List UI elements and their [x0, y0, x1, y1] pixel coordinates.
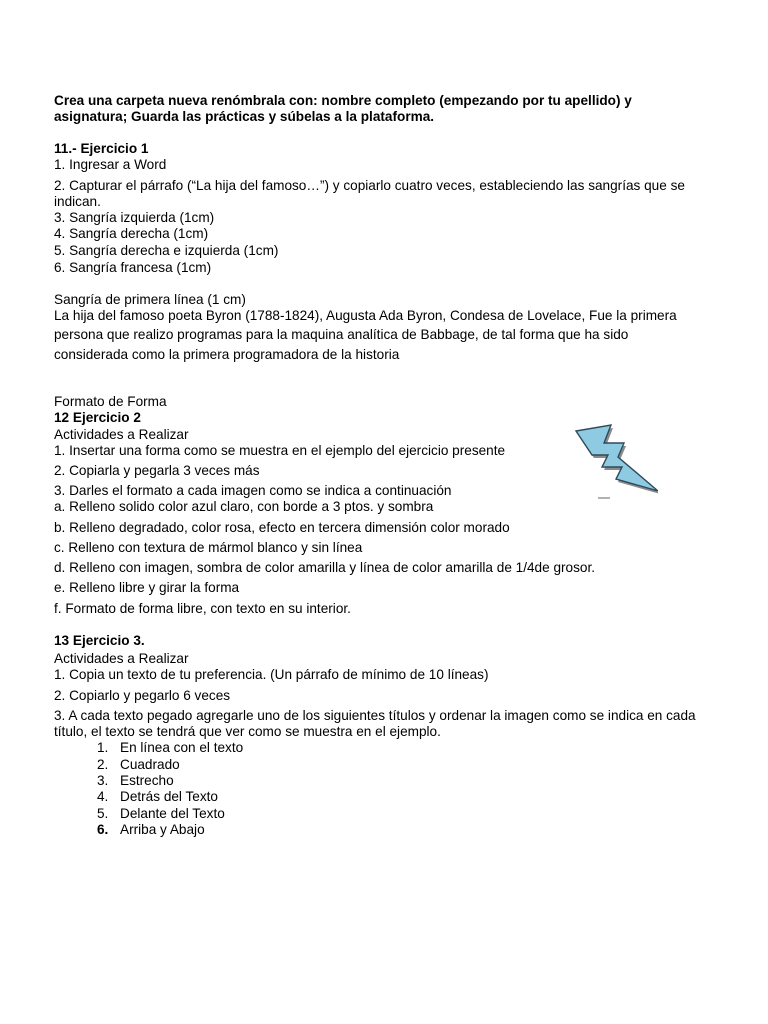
ex2-step: 1. Insertar una forma como se muestra en el ejemplo del ejercicio presente: [54, 443, 506, 458]
ex3-title: 13 Ejercicio 3.: [54, 633, 145, 648]
ex1-step: 1. Ingresar a Word: [54, 157, 167, 172]
ex2-step: f. Formato de forma libre, con texto en su interior.: [54, 601, 351, 616]
ex1-paragraph-line: considerada como la primera programadora de la historia: [54, 347, 400, 362]
ex1-title: 11.- Ejercicio 1: [54, 141, 149, 156]
ex3-list-item: Detrás del Texto: [120, 789, 218, 804]
ex1-step: 3. Sangría izquierda (1cm): [54, 210, 215, 225]
ex2-step: c. Relleno con textura de mármol blanco y sin línea: [54, 540, 363, 555]
ex2-step: 3. Darles el formato a cada imagen como se indica a continuación: [54, 483, 452, 498]
ex3-step: 2. Copiarlo y pegarlo 6 veces: [54, 688, 231, 703]
intro-line-1: Crea una carpeta nueva renómbrala con: nombre completo (empezando por tu apellido) y: [54, 93, 632, 108]
ex3-list-number: 6.: [97, 822, 109, 837]
lightning-bolt-shape: [576, 425, 658, 491]
ex2-step: 2. Copiarla y pegarla 3 veces más: [54, 463, 260, 478]
ex1-paragraph-line: persona que realizo programas para la maquina analítica de Babbage, de tal forma que ha sido: [54, 327, 629, 342]
ex2-step: e. Relleno libre y girar la forma: [54, 580, 240, 595]
ex3-step: 3. A cada texto pegado agregarle uno de los siguientes títulos y ordenar la imagen como se indica en cada: [54, 708, 696, 723]
ex3-step: 1. Copia un texto de tu preferencia. (Un párrafo de mínimo de 10 líneas): [54, 667, 489, 682]
ex3-step: título, el texto se tendrá que ver como se muestra en el ejemplo.: [54, 724, 441, 739]
ex3-list-item: Cuadrado: [120, 757, 180, 772]
ex3-list-item: Arriba y Abajo: [120, 822, 205, 837]
ex1-step: 4. Sangría derecha (1cm): [54, 226, 209, 241]
ex2-subtitle: Actividades a Realizar: [54, 427, 189, 442]
lightning-bolt-icon: [566, 421, 658, 501]
ex1-step: 6. Sangría francesa (1cm): [54, 260, 212, 275]
ex3-list-number: 5.: [97, 806, 109, 821]
ex3-list-item: En línea con el texto: [120, 740, 244, 755]
ex2-step: d. Relleno con imagen, sombra de color amarilla y línea de color amarilla de 1/4de grosor.: [54, 560, 596, 575]
ex3-list-number: 1.: [97, 740, 109, 755]
ex2-heading: Formato de Forma: [54, 394, 167, 409]
ex2-step: a. Relleno solido color azul claro, con borde a 3 ptos. y sombra: [54, 499, 434, 514]
ex3-list-number: 3.: [97, 773, 109, 788]
ex1-paragraph-title: Sangría de primera línea (1 cm): [54, 292, 246, 307]
ex1-step: 5. Sangría derecha e izquierda (1cm): [54, 243, 279, 258]
ex3-list-number: 4.: [97, 789, 109, 804]
ex1-paragraph-line: La hija del famoso poeta Byron (1788-1824), Augusta Ada Byron, Condesa de Lovelace, Fue la primera: [54, 308, 677, 323]
ex2-title: 12 Ejercicio 2: [54, 410, 141, 425]
ex3-subtitle: Actividades a Realizar: [54, 651, 189, 666]
intro-line-2: asignatura; Guarda las prácticas y súbelas a la plataforma.: [54, 109, 435, 124]
ex3-list-item: Delante del Texto: [120, 806, 225, 821]
ex1-step: indican.: [54, 194, 101, 209]
ex3-list-item: Estrecho: [120, 773, 174, 788]
ex1-step: 2. Capturar el párrafo (“La hija del famoso…”) y copiarlo cuatro veces, estableciendo las sangrías que se: [54, 178, 685, 193]
ex2-step: b. Relleno degradado, color rosa, efecto en tercera dimensión color morado: [54, 520, 510, 535]
ex3-list-number: 2.: [97, 757, 109, 772]
